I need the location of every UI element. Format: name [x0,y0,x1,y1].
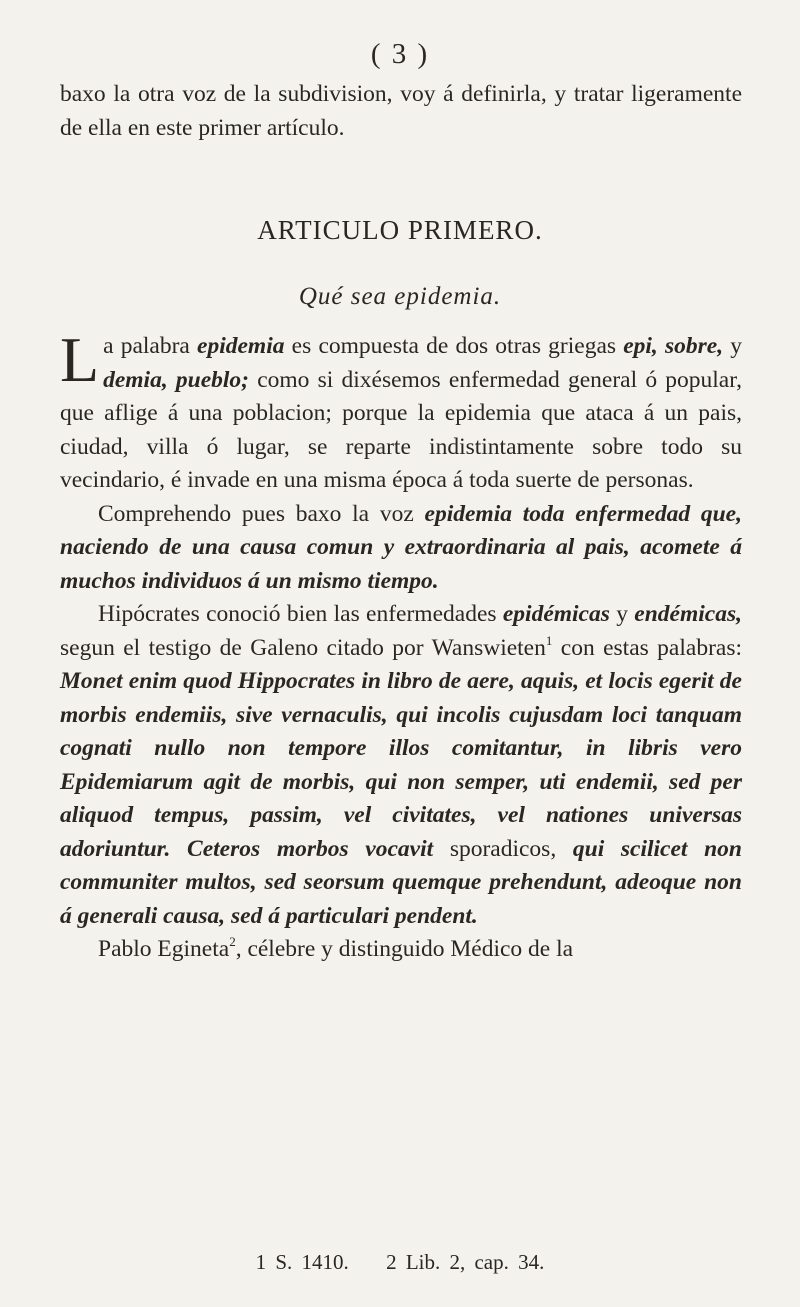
intro-paragraph [60,78,742,145]
footnote-1: 1 S. 1410. [255,1250,349,1274]
article-heading: ARTICULO PRIMERO. [257,215,543,245]
article-subheading: Qué sea epidemia. [298,283,502,310]
drop-cap: L [60,324,100,395]
article-body [60,324,743,967]
footnote-ref-2: 2 [229,934,236,949]
paragraph-2: Comprehendo pues baxo la voz epidemia toda enfermedad que, naciendo de una causa comun y extraordinaria al pais, acomete á muchos individuos á un mismo tiempo. [60,500,742,594]
intro-text: baxo la otra voz de la subdivision, voy á definirla, y tratar ligeramente de ella en este primer artículo. [60,81,742,141]
paragraph-4: Pablo Egineta$^2$, célebre y distinguido Médico de la [98,934,574,962]
paragraph-1: La palabra epidemia es compuesta de dos otras griegas epi, sobre, y demia, pueblo; como si dixésemos enfermedad general ó popular, que aflige á una poblacion; porque la epidemia que ataca á un pais, ciudad, villa ó lugar, se reparte indistintamente sobre todo su vecindario, é invade en una misma época á toda suerte de personas. [60,324,743,493]
footnote-ref-1: 1 [545,632,553,648]
page-number: ( 3 ) [370,38,430,70]
footnote-2: 2 Lib. 2, cap. 34. [386,1250,545,1274]
paragraph-3: Hipócrates conoció bien las enfermedades epidémicas y endémicas, segun el testigo de Galeno citado por Wanswieten$^1$ con estas palabras: Monet enim quod Hippocrates in libro de aere, aquis, et locis egerit de morbis endemiis, sive vernaculis, qui incolis cujusdam loci tanquam cognati nullo non tempore illos comitantur, in libris vero Epidemiarum agit de morbis, qui non semper, uti endemii, sed per aliquod tempus, passim, vel civitates, vel nationes universas adoriuntur. Ceteros morbos vocavit sporadicos, qui scilicet non communiter multos, sed seorsum quemque prehendunt, adeoque non á generali causa, sed á particulari pendent. [60,601,743,929]
footnotes [0,1250,800,1275]
